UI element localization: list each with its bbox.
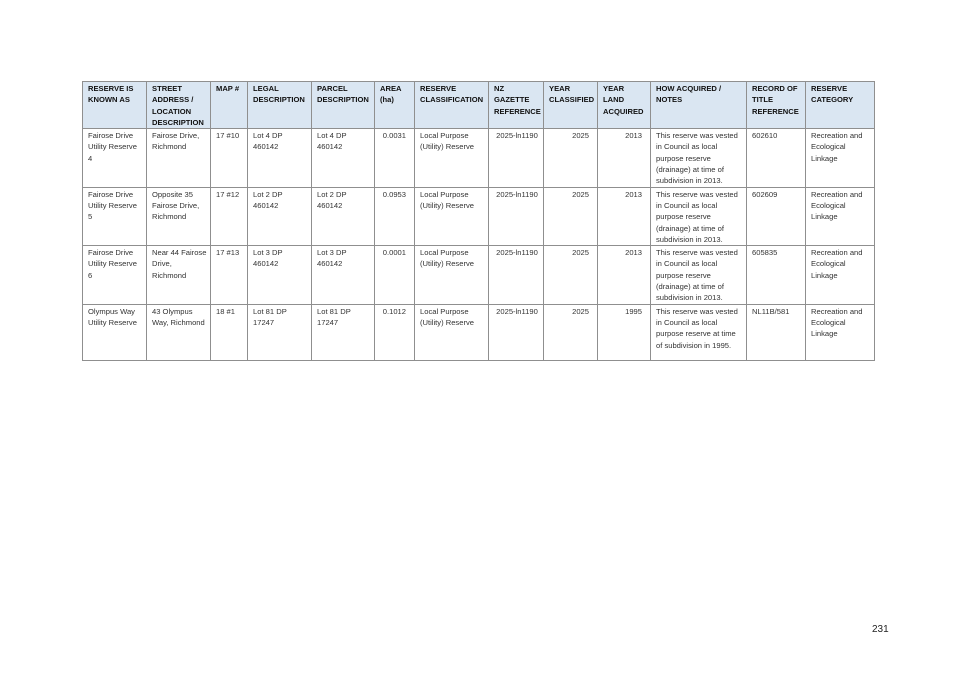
header-legal-description: LEGAL DESCRIPTION bbox=[248, 82, 312, 129]
header-year-acquired: YEAR LAND ACQUIRED bbox=[598, 82, 651, 129]
cell-reserve-name: Fairose Drive Utility Reserve 4 bbox=[83, 129, 147, 187]
cell-legal-description: Lot 81 DP 17247 bbox=[248, 304, 312, 360]
header-map: MAP # bbox=[211, 82, 248, 129]
header-how-acquired: HOW ACQUIRED / NOTES bbox=[651, 82, 747, 129]
cell-reserve-classification: Local Purpose (Utility) Reserve bbox=[415, 187, 489, 245]
table-row bbox=[83, 129, 875, 187]
header-row bbox=[83, 82, 875, 129]
cell-how-acquired: This reserve was vested in Council as local purpose reserve (drainage) at time of subdivision in 2013. bbox=[651, 246, 747, 304]
cell-street-address: Fairose Drive, Richmond bbox=[147, 129, 211, 187]
cell-area: 0.0001 bbox=[375, 246, 415, 304]
header-reserve-classification: RESERVE CLASSIFICATION bbox=[415, 82, 489, 129]
table-row bbox=[83, 246, 875, 304]
header-area: AREA (ha) bbox=[375, 82, 415, 129]
header-title-reference: RECORD OF TITLE REFERENCE bbox=[747, 82, 806, 129]
cell-year-acquired: 2013 bbox=[598, 129, 651, 187]
cell-gazette-reference: 2025-ln1190 bbox=[489, 129, 544, 187]
cell-parcel-description: Lot 2 DP 460142 bbox=[312, 187, 375, 245]
cell-gazette-reference: 2025-ln1190 bbox=[489, 304, 544, 360]
cell-title-reference: 602609 bbox=[747, 187, 806, 245]
header-reserve-category: RESERVE CATEGORY bbox=[806, 82, 875, 129]
cell-title-reference: 602610 bbox=[747, 129, 806, 187]
cell-year-acquired: 2013 bbox=[598, 187, 651, 245]
cell-year-classified: 2025 bbox=[544, 187, 598, 245]
cell-reserve-name: Fairose Drive Utility Reserve 5 bbox=[83, 187, 147, 245]
header-reserve-name: RESERVE IS KNOWN AS bbox=[83, 82, 147, 129]
cell-title-reference: 605835 bbox=[747, 246, 806, 304]
cell-reserve-classification: Local Purpose (Utility) Reserve bbox=[415, 129, 489, 187]
cell-legal-description: Lot 4 DP 460142 bbox=[248, 129, 312, 187]
cell-how-acquired: This reserve was vested in Council as local purpose reserve at time of subdivision in 1995. bbox=[651, 304, 747, 360]
table-row bbox=[83, 304, 875, 360]
cell-year-classified: 2025 bbox=[544, 129, 598, 187]
cell-parcel-description: Lot 3 DP 460142 bbox=[312, 246, 375, 304]
cell-title-reference: NL11B/581 bbox=[747, 304, 806, 360]
cell-year-classified: 2025 bbox=[544, 304, 598, 360]
header-parcel-description: PARCEL DESCRIPTION bbox=[312, 82, 375, 129]
cell-area: 0.0031 bbox=[375, 129, 415, 187]
cell-reserve-category: Recreation and Ecological Linkage bbox=[806, 304, 875, 360]
cell-map: 18 #1 bbox=[211, 304, 248, 360]
cell-street-address: 43 Olympus Way, Richmond bbox=[147, 304, 211, 360]
cell-year-classified: 2025 bbox=[544, 246, 598, 304]
header-street-address: STREET ADDRESS / LOCATION DESCRIPTION bbox=[147, 82, 211, 129]
page-number: 231 bbox=[872, 624, 889, 635]
cell-reserve-classification: Local Purpose (Utility) Reserve bbox=[415, 304, 489, 360]
cell-year-acquired: 1995 bbox=[598, 304, 651, 360]
cell-parcel-description: Lot 4 DP 460142 bbox=[312, 129, 375, 187]
cell-reserve-category: Recreation and Ecological Linkage bbox=[806, 187, 875, 245]
cell-street-address: Near 44 Fairose Drive, Richmond bbox=[147, 246, 211, 304]
cell-reserve-category: Recreation and Ecological Linkage bbox=[806, 129, 875, 187]
cell-map: 17 #12 bbox=[211, 187, 248, 245]
cell-legal-description: Lot 2 DP 460142 bbox=[248, 187, 312, 245]
cell-parcel-description: Lot 81 DP 17247 bbox=[312, 304, 375, 360]
cell-area: 0.1012 bbox=[375, 304, 415, 360]
cell-reserve-name: Olympus Way Utility Reserve bbox=[83, 304, 147, 360]
table-row bbox=[83, 187, 875, 245]
cell-gazette-reference: 2025-ln1190 bbox=[489, 246, 544, 304]
cell-legal-description: Lot 3 DP 460142 bbox=[248, 246, 312, 304]
cell-street-address: Opposite 35 Fairose Drive, Richmond bbox=[147, 187, 211, 245]
cell-map: 17 #10 bbox=[211, 129, 248, 187]
header-gazette-reference: NZ GAZETTE REFERENCE bbox=[489, 82, 544, 129]
cell-map: 17 #13 bbox=[211, 246, 248, 304]
cell-how-acquired: This reserve was vested in Council as local purpose reserve (drainage) at time of subdivision in 2013. bbox=[651, 129, 747, 187]
cell-year-acquired: 2013 bbox=[598, 246, 651, 304]
cell-reserve-classification: Local Purpose (Utility) Reserve bbox=[415, 246, 489, 304]
cell-how-acquired: This reserve was vested in Council as local purpose reserve (drainage) at time of subdivision in 2013. bbox=[651, 187, 747, 245]
cell-area: 0.0953 bbox=[375, 187, 415, 245]
cell-reserve-name: Fairose Drive Utility Reserve 6 bbox=[83, 246, 147, 304]
cell-reserve-category: Recreation and Ecological Linkage bbox=[806, 246, 875, 304]
cell-gazette-reference: 2025-ln1190 bbox=[489, 187, 544, 245]
reserve-table bbox=[82, 81, 875, 361]
header-year-classified: YEAR CLASSIFIED bbox=[544, 82, 598, 129]
